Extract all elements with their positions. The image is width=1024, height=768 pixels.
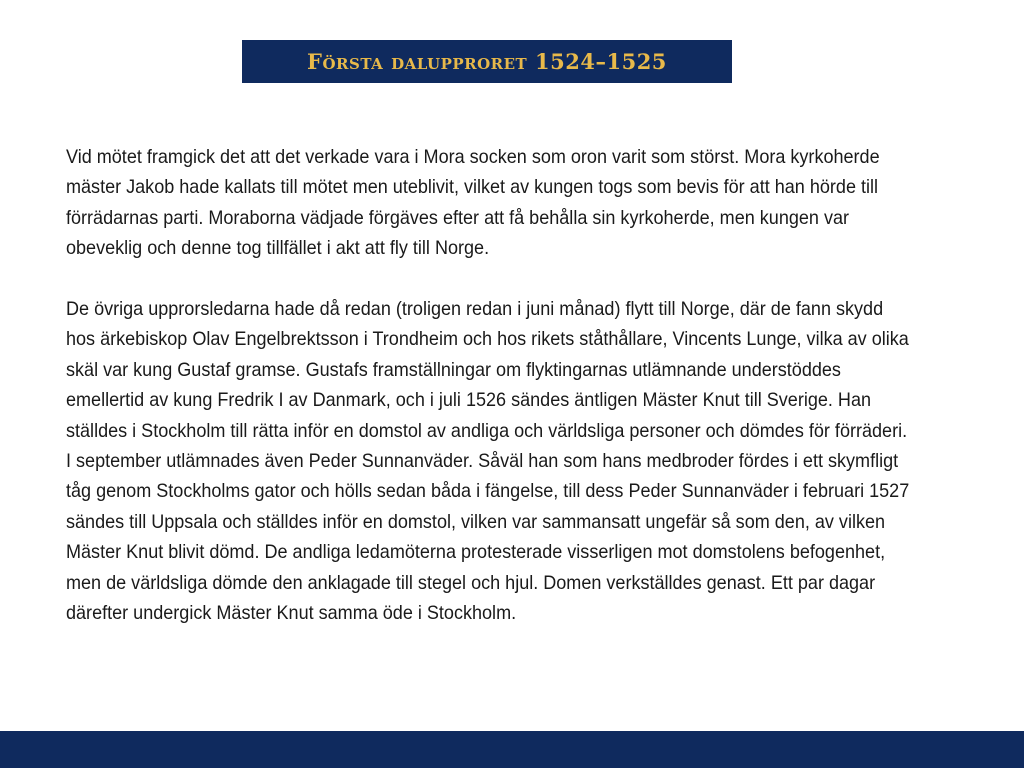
body-paragraph-2: De övriga upprorsledarna hade då redan (troligen redan i juni månad) flytt till Norge, där de fann skydd hos ärkebiskop Olav Engelbrektsson i Trondheim och hos rikets ståthållare, Vincents Lunge, vilka av olika skäl var kung Gustaf gramse. Gustafs framställningar om flyktingarnas utlämnande understöddes emellertid av kung Fredrik I av Danmark, och i juli 1526 sändes äntligen Mäster Knut till Sverige. Han ställdes i Stockholm till rätta inför en domstol av andliga och världsliga personer och dömdes för förräderi. I september utlämnades även Peder Sunnanväder. Såväl han som hans medbroder fördes i ett skymfligt tåg genom Stockholms gator och hölls sedan båda i fängelse, till dess Peder Sunnanväder i februari 1527 sändes till Uppsala och ställdes inför en domstol, vilken var sammansatt ungefär så som den, av vilken Mäster Knut blivit dömd. De andliga ledamöterna protesterade visserligen mot domstolens befogenhet, men de världsliga dömde den anklagade till stegel och hjul. Domen verkställdes genast. Ett par dagar därefter undergick Mäster Knut samma öde i Stockholm.	[66, 299, 910, 625]
title-banner	[242, 40, 732, 83]
body-paragraph-1: Vid mötet framgick det att det verkade vara i Mora socken som oron varit som störst. Mora kyrkoherde mäster Jakob hade kallats till mötet men uteblivit, vilket av kungen togs som bevis för att han hörde till förrädarnas parti. Moraborna vädjade förgäves efter att få behålla sin kyrkoherde, men kungen var obeveklig och denne tog tillfället i akt att fly till Norge.	[66, 147, 880, 260]
slide-title: Första dalupproret 1524–1525	[307, 49, 667, 74]
slide-body	[66, 143, 912, 629]
footer-bar	[0, 731, 1024, 768]
